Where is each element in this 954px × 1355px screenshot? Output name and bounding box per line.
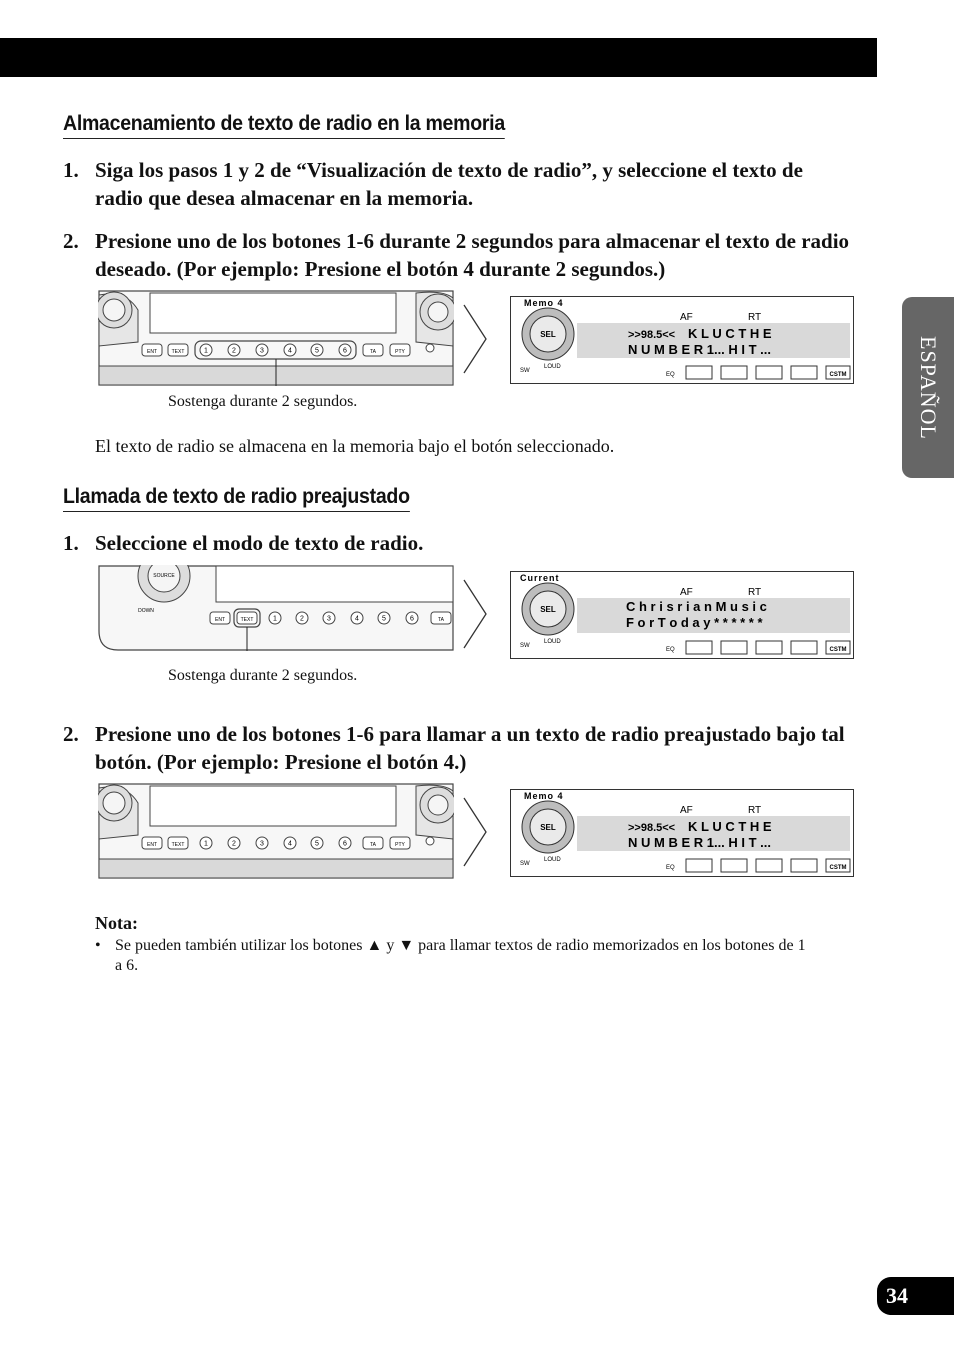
display-mode: Current: [520, 573, 560, 583]
cstm-label: CSTM: [829, 865, 847, 871]
rt-indicator: RT: [748, 587, 762, 598]
preset-3-label: 3: [327, 615, 331, 623]
ta-button-label: TA: [369, 842, 377, 848]
preset-1-label: 1: [204, 347, 208, 355]
af-indicator: AF: [680, 587, 693, 598]
arrow-right-icon: [462, 303, 488, 375]
display-line-2: N U M B E R 1... H I T ...: [628, 342, 772, 357]
section2-heading: Llamada de texto de radio preajustado: [63, 485, 410, 512]
loud-label: LOUD: [544, 639, 561, 645]
pty-button-label: PTY: [395, 349, 405, 355]
cstm-label: CSTM: [829, 647, 847, 653]
header-bar: [0, 38, 877, 77]
display-line-1: K L U C T H E: [688, 326, 772, 341]
preset-6-label: 6: [410, 615, 414, 623]
text-button-label: TEXT: [171, 349, 185, 355]
loud-label: LOUD: [544, 857, 561, 863]
text-button-label: TEXT: [171, 842, 185, 848]
page-number-badge: [877, 1277, 954, 1315]
language-side-tab: [902, 297, 954, 478]
section1-step1: [63, 156, 853, 212]
step-text: Presione uno de los botones 1-6 durante 2 segundos para almacenar el texto de radio deseado. (Por ejemplo: Presione el botón 4 durante 2 segundos.): [95, 229, 850, 281]
step-number: 2.: [63, 229, 79, 253]
rt-indicator: RT: [748, 312, 762, 323]
step-text: Seleccione el modo de texto de radio.: [95, 531, 424, 555]
preset-1-label: 1: [273, 615, 277, 623]
head-unit-illustration-3: [98, 783, 454, 879]
loud-label: LOUD: [544, 364, 561, 370]
ent-button-label: ENT: [147, 842, 157, 848]
preset-5-label: 5: [315, 840, 319, 848]
note-bullet: [95, 936, 815, 976]
preset-4-label: 4: [355, 615, 359, 623]
display-mode: Memo 4: [524, 791, 564, 801]
display-line-2: F o r T o d a y * * * * * *: [626, 615, 763, 630]
pty-button-label: PTY: [395, 842, 405, 848]
language-label: ESPAÑOL: [916, 335, 941, 440]
rt-indicator: RT: [748, 805, 762, 816]
sel-label: SEL: [540, 605, 556, 614]
display-line-1-prefix: >>98.5<<: [628, 822, 676, 834]
head-unit-illustration-1: [98, 290, 454, 386]
sw-label: SW: [520, 643, 530, 649]
arrow-right-icon: [462, 796, 488, 868]
cstm-label: CSTM: [829, 372, 847, 378]
section1-result-text: El texto de radio se almacena en la memoria bajo el botón seleccionado.: [95, 436, 615, 456]
display-line-1: C h r i s r i a n M u s i c: [626, 599, 767, 614]
eq-label: EQ: [666, 647, 675, 653]
note-title: Nota:: [95, 913, 138, 933]
preset-5-label: 5: [382, 615, 386, 623]
step-number: 1.: [63, 158, 79, 182]
preset-4-label: 4: [288, 347, 292, 355]
source-button-label: SOURCE: [153, 573, 175, 579]
sw-label: SW: [520, 861, 530, 867]
head-unit-illustration-2: [98, 565, 454, 651]
lcd-display-2: [510, 571, 854, 659]
preset-3-label: 3: [260, 840, 264, 848]
af-indicator: AF: [680, 805, 693, 816]
step-number: 2.: [63, 722, 79, 746]
lcd-display-3: [510, 789, 854, 877]
down-button-label: DOWN: [138, 608, 154, 614]
section2-step1: [63, 529, 853, 557]
preset-6-label: 6: [343, 347, 347, 355]
preset-4-label: 4: [288, 840, 292, 848]
arrow-right-icon: [462, 578, 488, 650]
preset-1-label: 1: [204, 840, 208, 848]
eq-label: EQ: [666, 372, 675, 378]
step-text: Presione uno de los botones 1-6 para llamar a un texto de radio preajustado bajo tal botón. (Por ejemplo: Presione el botón 4.): [95, 722, 845, 774]
display-line-1: K L U C T H E: [688, 819, 772, 834]
text-button-label: TEXT: [240, 617, 254, 623]
preset-6-label: 6: [343, 840, 347, 848]
section2-step2: [63, 720, 853, 776]
sel-label: SEL: [540, 330, 556, 339]
ent-button-label: ENT: [215, 617, 225, 623]
step-number: 1.: [63, 531, 79, 555]
display-line-1-prefix: >>98.5<<: [628, 329, 676, 341]
display-line-2: N U M B E R 1... H I T ...: [628, 835, 772, 850]
ta-button-label: TA: [437, 617, 445, 623]
sel-label: SEL: [540, 823, 556, 832]
bullet-mark: •: [95, 937, 101, 954]
figure2-caption: Sostenga durante 2 segundos.: [168, 667, 358, 684]
preset-2-label: 2: [300, 615, 304, 623]
preset-5-label: 5: [315, 347, 319, 355]
preset-2-label: 2: [232, 840, 236, 848]
preset-2-label: 2: [232, 347, 236, 355]
sw-label: SW: [520, 368, 530, 374]
af-indicator: AF: [680, 312, 693, 323]
note-text: Se pueden también utilizar los botones ▲ y ▼ para llamar textos de radio memorizados en los botones de 1 a 6.: [115, 937, 806, 974]
section1-heading: Almacenamiento de texto de radio en la memoria: [63, 112, 505, 139]
ent-button-label: ENT: [147, 349, 157, 355]
eq-label: EQ: [666, 865, 675, 871]
lcd-display-1: [510, 296, 854, 384]
section1-step2: [63, 227, 853, 283]
page-number: 34: [886, 1283, 908, 1308]
preset-3-label: 3: [260, 347, 264, 355]
step-text: Siga los pasos 1 y 2 de “Visualización de texto de radio”, y seleccione el texto de radio que desea almacenar en la memoria.: [95, 158, 803, 210]
figure1-caption: Sostenga durante 2 segundos.: [168, 393, 358, 410]
display-mode: Memo 4: [524, 298, 564, 308]
ta-button-label: TA: [369, 349, 377, 355]
